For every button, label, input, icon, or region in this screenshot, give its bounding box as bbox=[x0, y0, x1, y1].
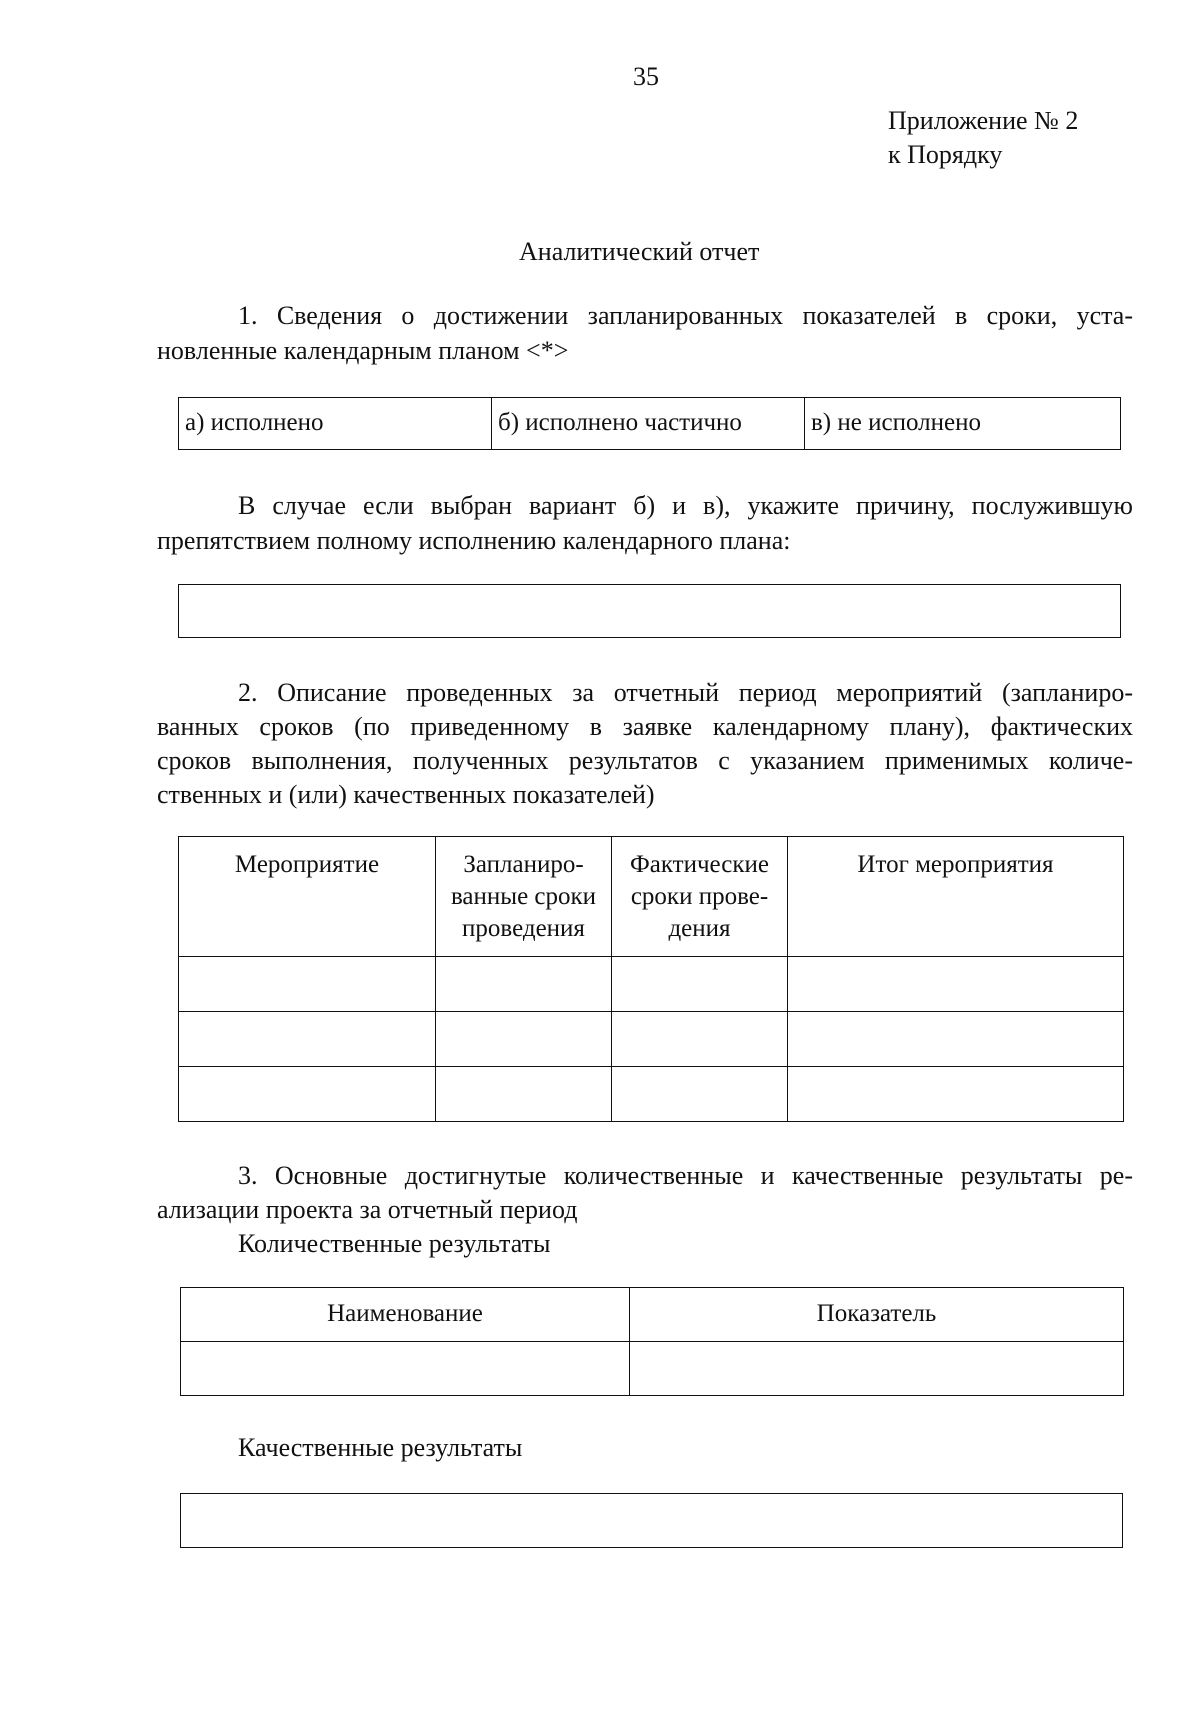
option-not-completed[interactable]: в) не исполнено bbox=[805, 398, 1121, 450]
activities-table bbox=[178, 836, 1124, 1122]
section2-paragraph-line-4: ственных и (или) качественных показателей) bbox=[157, 780, 655, 809]
table-cell[interactable] bbox=[612, 957, 788, 1012]
header-name: Наименование bbox=[181, 1288, 630, 1342]
section1-paragraph-line-1: 1. Сведения о достижении запланированных показателей в сроки, уста- bbox=[238, 301, 1133, 330]
quantitative-results-label: Количественные результаты bbox=[238, 1229, 551, 1258]
quantitative-results-table bbox=[180, 1287, 1124, 1396]
quant-table-header-row bbox=[181, 1288, 1124, 1342]
document-title: Аналитический отчет bbox=[519, 237, 760, 266]
header-activity: Мероприятие bbox=[179, 837, 436, 957]
table-row bbox=[179, 957, 1124, 1012]
table-row bbox=[179, 1067, 1124, 1122]
reason-paragraph-line-2: препятствием полному исполнению календарного плана: bbox=[157, 526, 791, 555]
table-cell[interactable] bbox=[612, 1012, 788, 1067]
page-number: 35 bbox=[633, 62, 659, 91]
section2-paragraph-line-3: сроков выполнения, полученных результатов с указанием применимых количе- bbox=[157, 746, 1133, 775]
header-indicator: Показатель bbox=[630, 1288, 1124, 1342]
qualitative-results-label: Качественные результаты bbox=[238, 1433, 523, 1462]
table-cell[interactable] bbox=[181, 1342, 630, 1396]
table-cell[interactable] bbox=[788, 1067, 1124, 1122]
section3-paragraph-line-1: 3. Основные достигнутые количественные и качественные результаты ре- bbox=[238, 1161, 1133, 1190]
table-cell[interactable] bbox=[612, 1067, 788, 1122]
section3-paragraph-line-2: ализации проекта за отчетный период bbox=[157, 1195, 578, 1224]
header-planned-dates: Запланиро- ванные сроки проведения bbox=[436, 837, 612, 957]
table-cell[interactable] bbox=[179, 1012, 436, 1067]
table-cell[interactable] bbox=[179, 1067, 436, 1122]
reason-input-box[interactable] bbox=[178, 584, 1121, 638]
option-completed[interactable]: а) исполнено bbox=[179, 398, 492, 450]
section2-paragraph-line-1: 2. Описание проведенных за отчетный период мероприятий (запланиро- bbox=[238, 678, 1133, 707]
header-actual-dates: Фактические сроки прове- дения bbox=[612, 837, 788, 957]
section2-paragraph-line-2: ванных сроков (по приведенному в заявке календарному плану), фактических bbox=[157, 712, 1133, 741]
table-cell[interactable] bbox=[788, 957, 1124, 1012]
table-row bbox=[179, 1012, 1124, 1067]
table-cell[interactable] bbox=[788, 1012, 1124, 1067]
header-activity-result: Итог мероприятия bbox=[788, 837, 1124, 957]
appendix-line-1: Приложение № 2 bbox=[888, 106, 1079, 135]
activities-table-header-row bbox=[179, 837, 1124, 957]
table-cell[interactable] bbox=[436, 957, 612, 1012]
status-options-table bbox=[178, 397, 1121, 450]
reason-paragraph-line-1: В случае если выбран вариант б) и в), укажите причину, послужившую bbox=[238, 491, 1133, 520]
appendix-line-2: к Порядку bbox=[888, 140, 1003, 169]
qualitative-results-input-box[interactable] bbox=[180, 1493, 1123, 1548]
table-cell[interactable] bbox=[630, 1342, 1124, 1396]
table-cell[interactable] bbox=[436, 1067, 612, 1122]
table-row bbox=[181, 1342, 1124, 1396]
option-partially-completed[interactable]: б) исполнено частично bbox=[492, 398, 805, 450]
table-cell[interactable] bbox=[436, 1012, 612, 1067]
section1-paragraph-line-2: новленные календарным планом <*> bbox=[157, 336, 569, 365]
table-cell[interactable] bbox=[179, 957, 436, 1012]
